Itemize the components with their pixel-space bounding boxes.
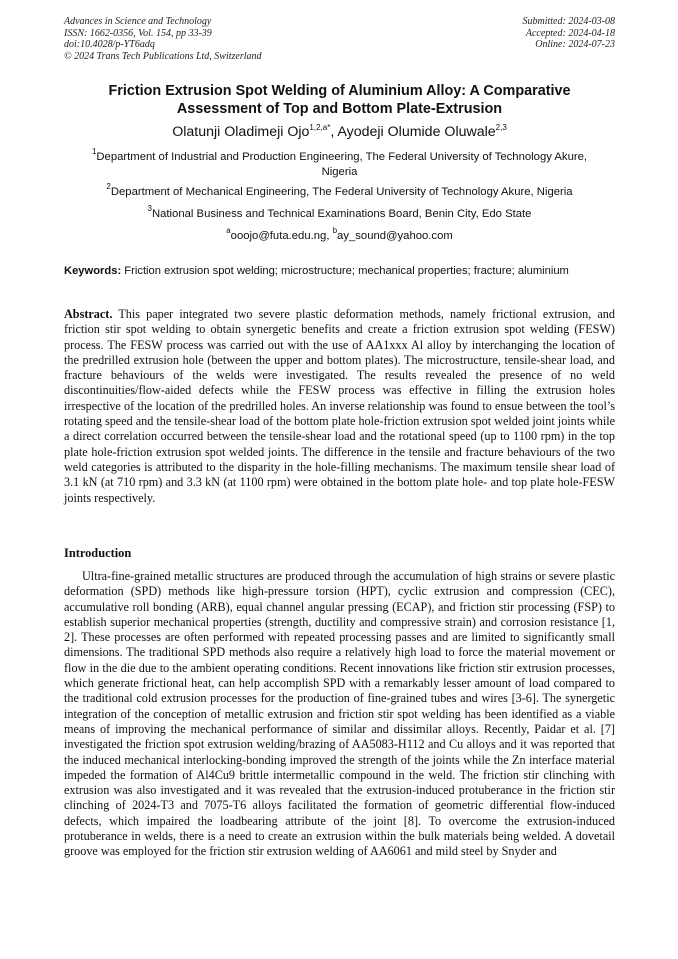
abstract: [64, 307, 615, 506]
affiliation-2: [80, 182, 599, 200]
email-a: ooojo@futa.edu.ng,: [230, 230, 333, 242]
journal-info: [64, 16, 262, 62]
online-date: Online: 2024-07-23: [535, 39, 615, 50]
introduction-heading: Introduction: [64, 546, 132, 560]
author-1: Olatunji Oladimeji Ojo: [172, 124, 310, 140]
keywords: [64, 264, 615, 278]
affiliation-1: [80, 147, 599, 180]
affiliation-3-mark: 3: [147, 204, 152, 213]
paper-title: [64, 83, 615, 118]
title-line-2: Assessment of Top and Bottom Plate-Extrusion: [176, 100, 503, 117]
affiliation-2-text: Department of Mechanical Engineering, The Federal University of Technology Akure, Nigeria: [110, 186, 573, 198]
abstract-text: This paper integrated two severe plastic deformation methods, namely frictional extrusion, and friction stir spot welding to obtain synergetic benefits and create a friction extrusion spot welding (FESW) process. The FESW process was carried out with the use of AA1xxx Al alloy by interchanging the location of the predrilled extrusion hole (between the upper and bottom plates). The microstructure, tensile-shear load, and fracture behaviours of the welds were investigated. The results revealed the presence of no weld discontinuities/flow-aided defects while the FESW process was effective in filling the extrusion holes irrespective of the location of the predrilled holes. An inverse relationship was found to ensue between the tool’s rotating speed and the tensile-shear load of the bottom plate hole-friction extrusion spot welded joint joints while a direct correlation occurred between the tensile-shear load and the rotational speed (up to 1100 rpm) in the top plate hole-friction extrusion spot welded joints. The difference in the tensile and fracture behaviours of the two weld categories is attributed to the disparity in the hole-filling mechanisms. The maximum tensile shear load of 3.1 kN (at 710 rpm) and 3.3 kN (at 1100 rpm) were obtained in the bottom plate hole- and top plate hole-FESW joints respectively.: [64, 307, 616, 505]
submitted-date: Submitted: 2024-03-08: [522, 16, 615, 27]
email-a-mark: a: [226, 226, 231, 235]
issn-line: ISSN: 1662-0356, Vol. 154, pp 33-39: [64, 27, 212, 39]
keywords-text: Friction extrusion spot welding; microstructure; mechanical properties; fracture; aluminium: [121, 265, 569, 277]
affiliation-2-mark: 2: [106, 182, 111, 191]
journal-name: Advances in Science and Technology: [64, 16, 212, 27]
author-2-affiliation-marks: 2,3: [495, 123, 507, 132]
copyright-line: © 2024 Trans Tech Publications Ltd, Switzerland: [64, 50, 262, 62]
email-b-mark: b: [332, 226, 338, 235]
title-line-1: Friction Extrusion Spot Welding of Aluminium Alloy: A Comparative: [108, 83, 571, 99]
author-emails: [64, 226, 615, 243]
affiliation-3: [80, 204, 599, 222]
author-1-affiliation-marks: 1,2,a*: [309, 123, 331, 132]
abstract-label: Abstract.: [64, 307, 113, 321]
keywords-label: Keywords:: [64, 265, 122, 277]
affiliation-1-mark: 1: [91, 147, 97, 156]
affiliation-1-text: Department of Industrial and Production Engineering, The Federal University of Technology Akure, Nigeria: [96, 151, 588, 178]
author-separator: ,: [330, 124, 338, 140]
publication-dates: [523, 16, 616, 51]
author-list: [64, 123, 615, 141]
doi-line: doi:10.4028/p-YT6adq: [64, 39, 155, 50]
introduction-paragraph: Ultra-fine-grained metallic structures are produced through the accumulation of high strains or severe plastic deformation (SPD) methods like high-pressure torsion (HPT), cyclic extrusion and compression (CEC), accumulative roll bonding (ARB), equal channel angular pressing (ECAP), and friction stir processing (FSP) to establish superior mechanical properties (strength, ductility and compressive strain) and corrosion resistance [1, 2]. These processes are often performed with repeated processing passes and are limited to significantly small dimensions. The traditional SPD methods also require a relatively high load to force the material movement or flow in the die due to the ambient operating conditions. Recent innovations like friction stir extrusion processes, which generate frictional heat, can help accomplish SPD with a remarkably lesser amount of load compared to the traditional cold extrusion processes for the production of fine-grained tubes and wires [3-6]. The synergetic integration of the conception of metallic extrusion and friction stir spot welding has been identified as a viable means of improving the mechanical performance of similar and dissimilar alloys. Recently, Paidar et al. [7] investigated the friction spot extrusion welding/brazing of AA5083-H112 and Cu alloys and it was reported that the induced mechanical interlocking-bonding improved the strength of the joints while the Zn interface material impeded the formation of Al4Cu9 brittle intermetallic compound in the weld. The friction stir clinching with extrusion was also investigated and it was revealed that the extrusion-induced protuberance in the friction stir clinching of 2024-T3 and 7075-T6 alloys facilitated the formation of geometric differential flow-induced defects, which impaired the loadbearing attribute of the joint [8]. To overcome the extrusion-induced protuberance in welds, there is a need to create an extrusion within the bulk materials being welded. A dovetail groove was employed for the friction stir extrusion welding of AA6061 and mild steel by Snyder and: [64, 569, 615, 859]
accepted-date: Accepted: 2024-04-18: [525, 27, 615, 39]
affiliation-3-text: National Business and Technical Examinations Board, Benin City, Edo State: [151, 208, 532, 220]
email-b: ay_sound@yahoo.com: [337, 230, 453, 242]
author-2: Ayodeji Olumide Oluwale: [337, 124, 496, 140]
